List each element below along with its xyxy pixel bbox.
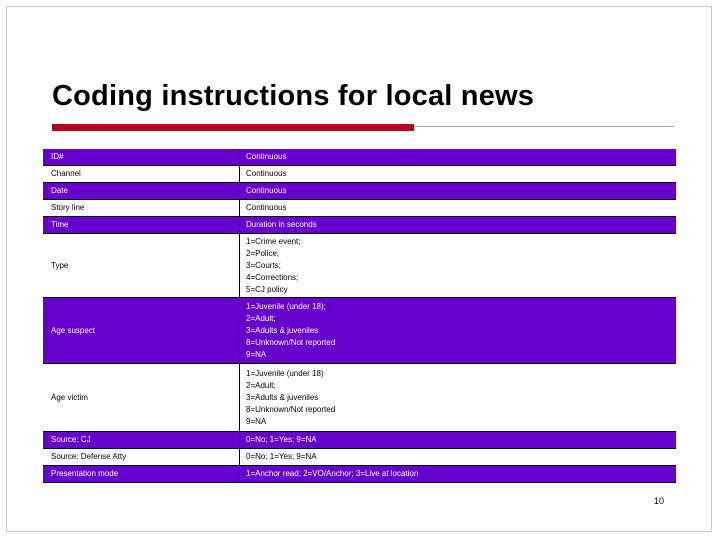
field-value: 1=Anchor read; 2=VO/Anchor; 3=Live at location [240, 466, 677, 483]
field-value: Continuous [240, 166, 677, 183]
table-row [43, 298, 676, 364]
page-number: 10 [654, 496, 665, 506]
field-name: Source: CJ [43, 432, 240, 449]
field-value: Duration in seconds [240, 217, 677, 234]
field-name: ID# [43, 149, 240, 166]
table-row [43, 466, 676, 483]
table-row [43, 432, 676, 449]
field-value: Continuous [240, 200, 677, 217]
table-row [43, 183, 676, 200]
field-name: Source: Defense Atty [43, 449, 240, 466]
field-value: Continuous [240, 183, 677, 200]
field-name: Age suspect [43, 298, 240, 364]
table-row [43, 217, 676, 234]
title-accent-bar [52, 124, 414, 131]
field-value [240, 364, 677, 432]
slide-title: Coding instructions for local news [52, 80, 535, 112]
table-row [43, 234, 676, 298]
table-row [43, 364, 676, 432]
table-row [43, 449, 676, 466]
field-name: Story line [43, 200, 240, 217]
field-value [240, 234, 677, 298]
field-name: Date [43, 183, 240, 200]
field-value: Continuous [240, 149, 677, 166]
field-name: Time [43, 217, 240, 234]
field-value: 0=No; 1=Yes; 9=NA [240, 449, 677, 466]
field-value-text: 1=Crime event; 2=Police; 3=Courts; 4=Corrections; 5=CJ policy [246, 236, 301, 294]
field-value-text: 1=Juvenile (under 18) 2=Adult; 3=Adults & juveniles 8=Unknown/Not reported 9=NA [246, 368, 336, 426]
field-value: 0=No; 1=Yes; 9=NA [240, 432, 677, 449]
field-name: Type [43, 234, 240, 298]
field-name: Channel [43, 166, 240, 183]
field-value-text: 1=Juvenile (under 18); 2=Adult; 3=Adults & juveniles 8=Unknown/Not reported 9=NA [246, 301, 336, 359]
coding-table [43, 149, 676, 483]
field-name: Presentation mode [43, 466, 240, 483]
field-name: Age victim [43, 364, 240, 432]
table-row [43, 149, 676, 166]
field-value [240, 298, 677, 364]
table-row [43, 166, 676, 183]
table-row [43, 200, 676, 217]
